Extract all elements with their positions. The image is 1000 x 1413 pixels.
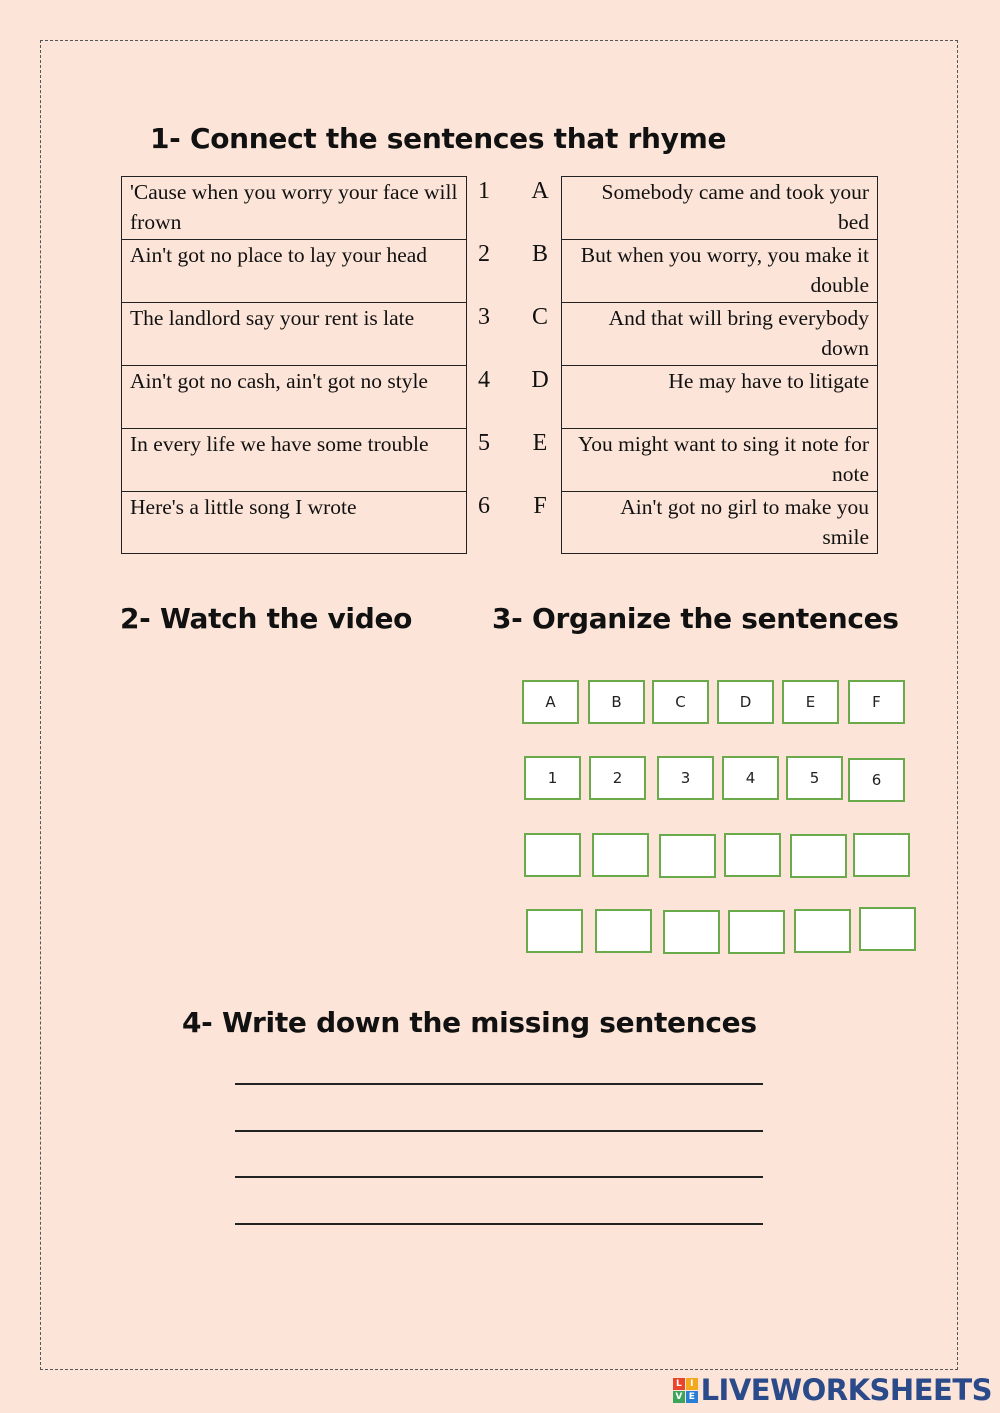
answer-box[interactable]	[853, 833, 910, 877]
left-sentences-table	[121, 176, 467, 554]
right-sentence-f: Ain't got no girl to make you smile	[562, 491, 877, 554]
right-sentence-b: But when you worry, you make it double	[562, 239, 877, 302]
organize-box-c[interactable]: C	[652, 680, 709, 724]
liveworksheets-logo	[673, 1373, 992, 1407]
organize-box-6[interactable]: 6	[848, 758, 905, 802]
left-sentence-4: Ain't got no cash, ain't got no style	[122, 365, 466, 428]
organize-box-1[interactable]: 1	[524, 756, 581, 800]
answer-box[interactable]	[659, 834, 716, 878]
right-sentence-d: He may have to litigate	[562, 365, 877, 428]
number-4: 4	[478, 367, 490, 393]
organize-box-3[interactable]: 3	[657, 756, 714, 800]
number-5: 5	[478, 430, 490, 456]
answer-line-3[interactable]	[235, 1176, 763, 1178]
section-3-title: 3- Organize the sentences	[492, 602, 899, 635]
left-sentence-3: The landlord say your rent is late	[122, 302, 466, 365]
number-1: 1	[478, 178, 490, 204]
organize-box-f[interactable]: F	[848, 680, 905, 724]
answer-box[interactable]	[595, 909, 652, 953]
letter-d: D	[531, 367, 549, 393]
number-3: 3	[478, 304, 490, 330]
organize-box-d[interactable]: D	[717, 680, 774, 724]
logo-text: LIVEWORKSHEETS	[700, 1373, 992, 1407]
section-2-title: 2- Watch the video	[120, 602, 413, 635]
letter-b: B	[531, 241, 548, 267]
letter-e: E	[532, 430, 548, 456]
organize-box-e[interactable]: E	[782, 680, 839, 724]
answer-line-4[interactable]	[235, 1223, 763, 1225]
organize-box-a[interactable]: A	[522, 680, 579, 724]
answer-box[interactable]	[790, 834, 847, 878]
answer-box[interactable]	[724, 833, 781, 877]
left-sentence-2: Ain't got no place to lay your head	[122, 239, 466, 302]
answer-box[interactable]	[526, 909, 583, 953]
answer-line-2[interactable]	[235, 1130, 763, 1132]
answer-box[interactable]	[524, 833, 581, 877]
answer-box[interactable]	[859, 907, 916, 951]
right-sentence-e: You might want to sing it note for note	[562, 428, 877, 491]
right-sentence-a: Somebody came and took your bed	[601, 180, 869, 234]
logo-mark-icon: L I V E	[673, 1378, 698, 1403]
answer-line-1[interactable]	[235, 1083, 763, 1085]
organize-box-5[interactable]: 5	[786, 756, 843, 800]
number-6: 6	[478, 493, 490, 519]
organize-box-b[interactable]: B	[588, 680, 645, 724]
left-sentence-5: In every life we have some trouble	[122, 428, 466, 491]
letter-a: A	[531, 178, 549, 204]
letter-f: F	[533, 493, 547, 519]
answer-box[interactable]	[663, 910, 720, 954]
organize-box-2[interactable]: 2	[589, 756, 646, 800]
right-sentence-c: And that will bring everybody down	[562, 302, 877, 365]
left-sentence-1: 'Cause when you worry your face will frown	[130, 180, 458, 234]
answer-box[interactable]	[728, 910, 785, 954]
answer-box[interactable]	[592, 833, 649, 877]
answer-box[interactable]	[794, 909, 851, 953]
right-sentences-table	[561, 176, 878, 554]
number-2: 2	[478, 241, 490, 267]
section-4-title: 4- Write down the missing sentences	[182, 1006, 757, 1039]
organize-box-4[interactable]: 4	[722, 756, 779, 800]
letter-c: C	[531, 304, 548, 330]
section-1-title: 1- Connect the sentences that rhyme	[150, 122, 727, 155]
left-sentence-6: Here's a little song I wrote	[122, 491, 466, 554]
